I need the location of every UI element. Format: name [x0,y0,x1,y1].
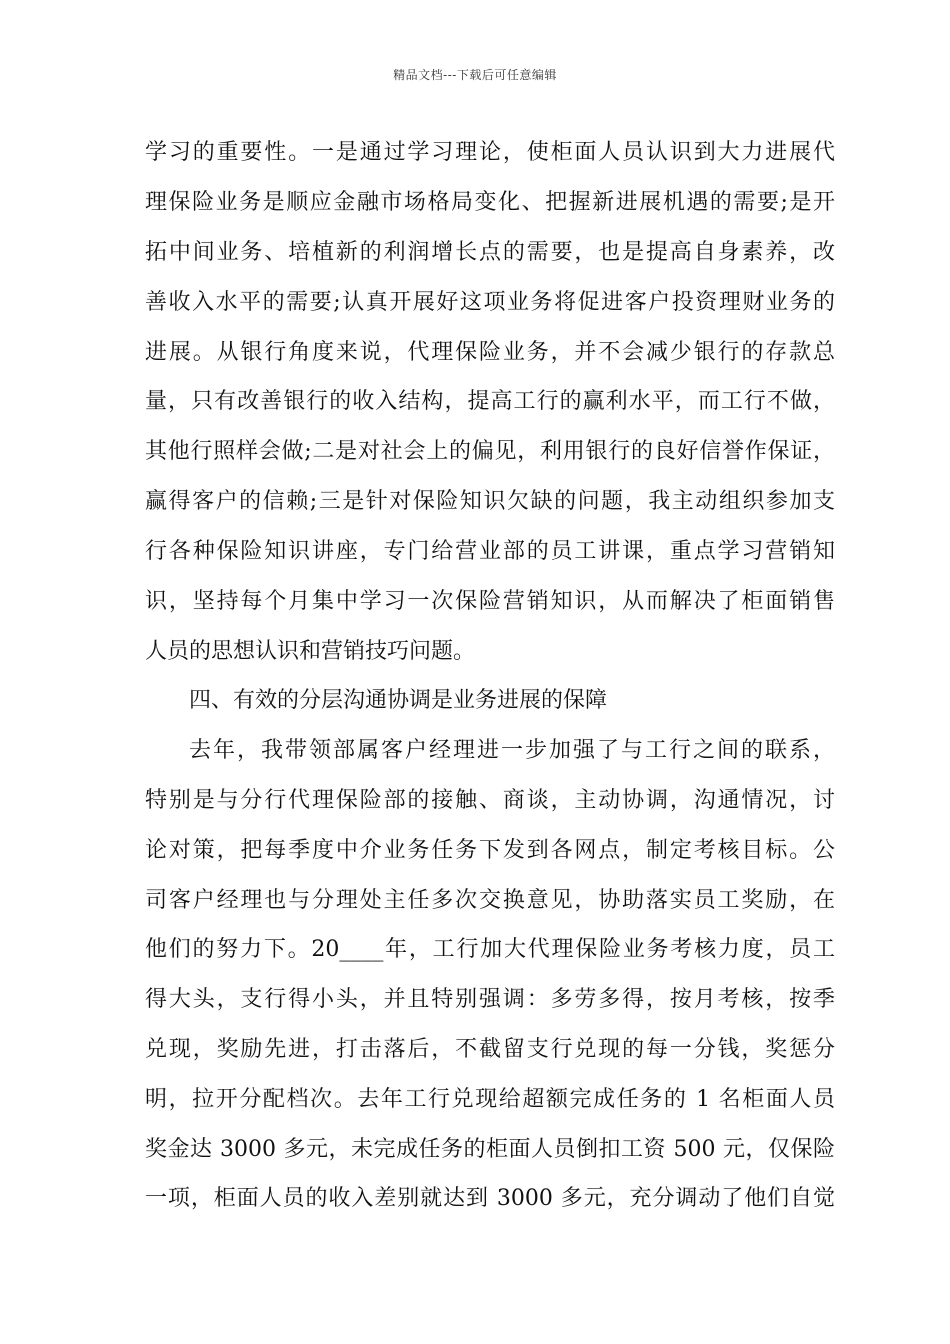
paragraph-line: 人员的思想认识和营销技巧问题。 [145,639,476,664]
paragraph-line: 进展。从银行角度来说，代理保险业务，并不会减少银行的存款总 [145,340,835,365]
paragraph-line: 他们的努力下。20____年，工行加大代理保险业务考核力度，员工 [145,937,835,962]
paragraph-line: 识，坚持每个月集中学习一次保险营销知识，从而解决了柜面销售 [145,589,835,614]
paragraph-line: 拓中间业务、培植新的利润增长点的需要，也是提高自身素养，改 [145,240,835,265]
paragraph-line: 明，拉开分配档次。去年工行兑现给超额完成任务的 1 名柜面人员 [145,1087,835,1112]
paragraph-line: 去年，我带领部属客户经理进一步加强了与工行之间的联系， [189,738,835,763]
paragraph-line: 其他行照样会做;二是对社会上的偏见，利用银行的良好信誉作保证， [145,439,835,464]
paragraph-line: 兑现，奖励先进，打击落后，不截留支行兑现的每一分钱，奖惩分 [145,1037,835,1062]
paragraph-line: 论对策，把每季度中介业务任务下发到各网点，制定考核目标。公 [145,838,835,863]
paragraph-line: 善收入水平的需要;认真开展好这项业务将促进客户投资理财业务的 [145,290,835,315]
paragraph-line: 奖金达 3000 多元，未完成任务的柜面人员倒扣工资 500 元，仅保险 [145,1137,835,1162]
section-heading: 四、有效的分层沟通协调是业务进展的保障 [189,688,608,713]
paragraph-line: 特别是与分行代理保险部的接触、商谈，主动协调，沟通情况，讨 [145,788,835,813]
paragraph-line: 得大头，支行得小头，并且特别强调：多劳多得，按月考核，按季 [145,987,835,1012]
page-header: 精品文档---下载后可任意编辑 [393,68,557,82]
paragraph-line: 行各种保险知识讲座，专门给营业部的员工讲课，重点学习营销知 [145,539,835,564]
paragraph-line: 司客户经理也与分理处主任多次交换意见，协助落实员工奖励，在 [145,888,835,913]
paragraph-line: 赢得客户的信赖;三是针对保险知识欠缺的问题，我主动组织参加支 [145,489,835,514]
paragraph-line: 理保险业务是顺应金融市场格局变化、把握新进展机遇的需要;是开 [145,190,835,215]
paragraph-line: 量，只有改善银行的收入结构，提高工行的赢利水平，而工行不做， [145,389,835,414]
paragraph-line: 学习的重要性。一是通过学习理论，使柜面人员认识到大力进展代 [145,140,835,165]
paragraph-line: 一项，柜面人员的收入差别就达到 3000 多元，充分调动了他们自觉 [145,1186,835,1211]
